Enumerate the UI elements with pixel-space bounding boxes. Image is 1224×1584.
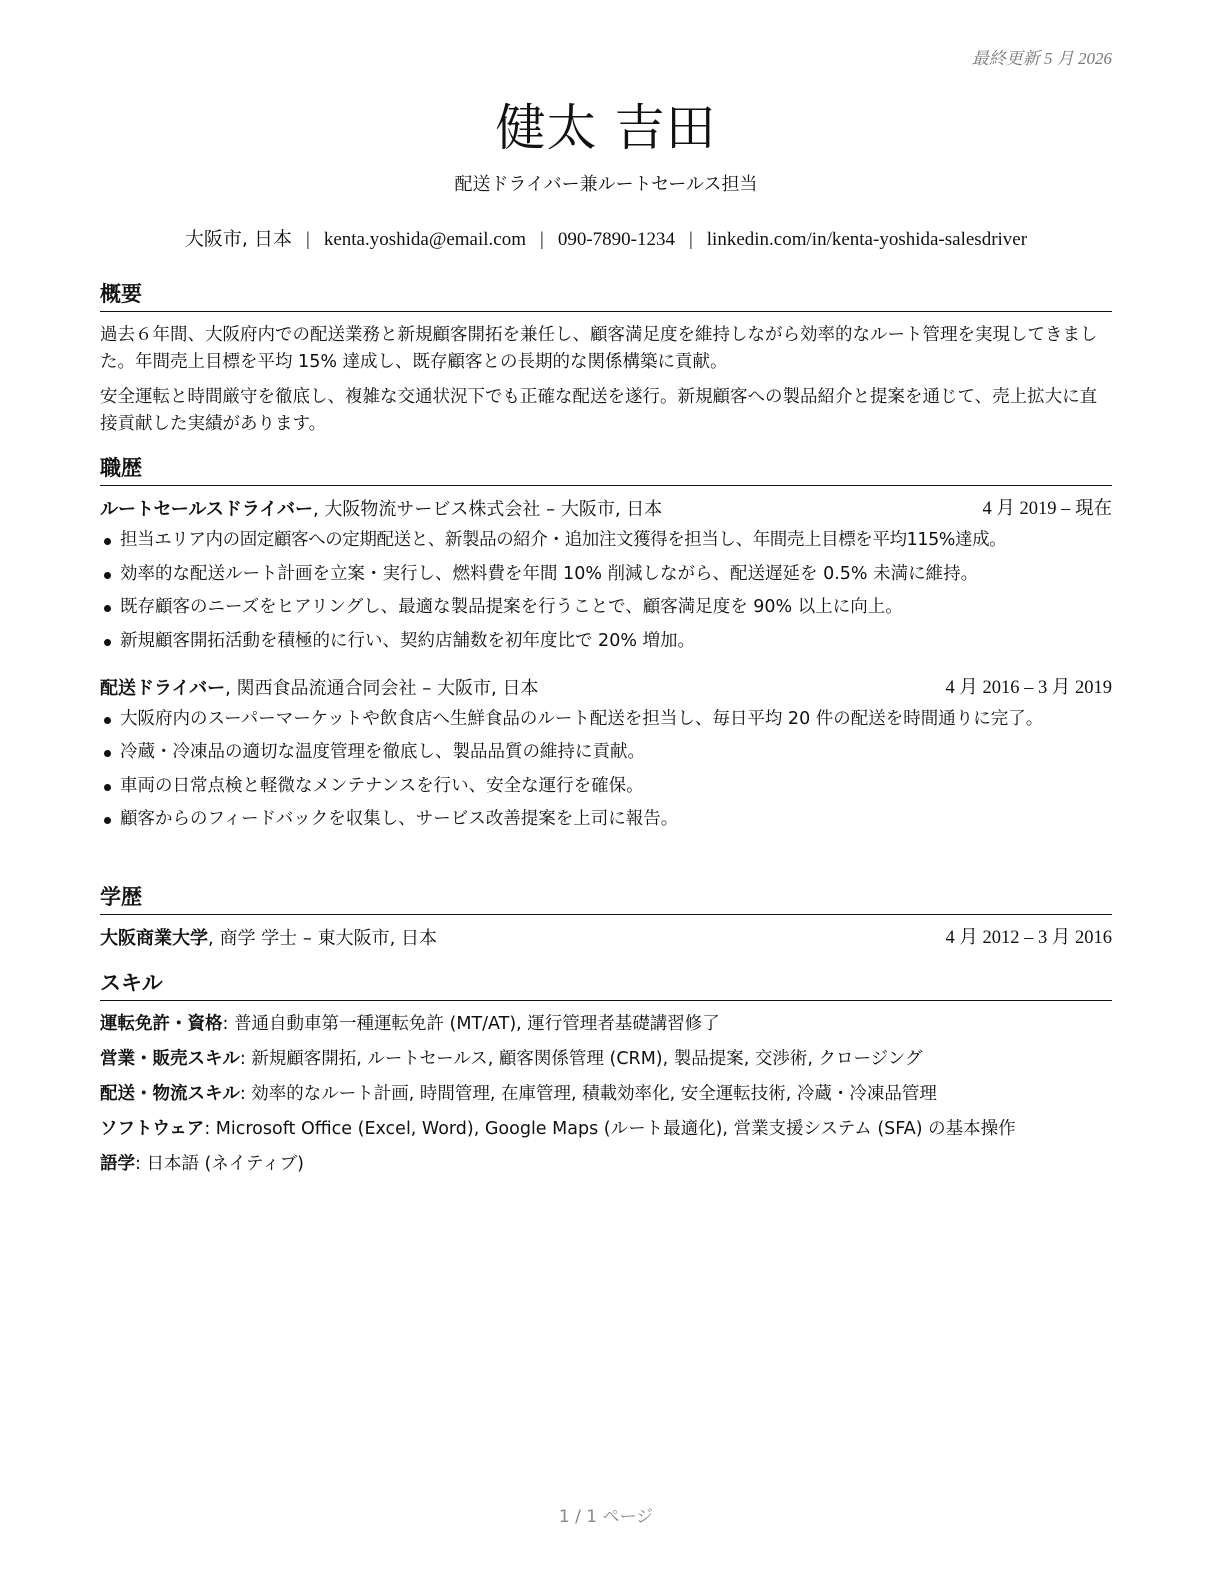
experience-section	[100, 452, 1112, 840]
summary-paragraph: 過去６年間、大阪府内での配送業務と新規顧客開拓を兼任し、顧客満足度を維持しながら効率的なルート管理を実現してきました。年間売上目標を平均 15% 達成し、既存顧客との長期的な関係構築に貢献。	[100, 325, 1098, 372]
contact-separator: |	[688, 229, 693, 250]
skill-label: ソフトウェア	[100, 1119, 205, 1139]
skill-value: : Microsoft Office (Excel, Word), Google Maps (ルート最適化), 営業支援システム (SFA) の基本操作	[204, 1119, 1016, 1139]
summary-title: 概要	[100, 278, 1112, 312]
job-bullet: 新規顧客開拓活動を積極的に行い、契約店舗数を初年度比で 20% 増加。	[120, 628, 1112, 655]
skill-value: : 新規顧客開拓, ルートセールス, 顧客関係管理 (CRM), 製品提案, 交渉術, クロージング	[239, 1049, 923, 1069]
candidate-name: 健太 吉田	[495, 99, 717, 157]
contact-email[interactable]: kenta.yoshida@email.com	[323, 229, 526, 250]
contact-separator: |	[540, 229, 544, 250]
education-school: 大阪商業大学	[100, 928, 208, 949]
job-org: , 関西食品流通合同会社 – 大阪市, 日本	[225, 677, 539, 699]
page-indicator: 1 / 1 ページ	[558, 1507, 654, 1527]
skill-line	[100, 1011, 1112, 1038]
education-section	[100, 881, 1112, 952]
contact-location: 大阪市, 日本	[184, 228, 293, 250]
job-bullet: 既存顧客のニーズをヒアリングし、最適な製品提案を行うことで、顧客満足度を 90% 以上に向上。	[120, 594, 1112, 621]
job-header	[100, 675, 1112, 702]
skill-label: 営業・販売スキル	[100, 1049, 240, 1069]
contact-linkedin[interactable]: linkedin.com/in/kenta-yoshida-salesdriver	[706, 229, 1028, 250]
job-role: ルートセールスドライバー	[100, 499, 313, 520]
skill-line	[100, 1081, 1112, 1108]
skill-label: 配送・物流スキル	[100, 1084, 240, 1104]
job-dates: 4 月 2016 – 3 月 2019	[945, 677, 1112, 698]
experience-title: 職歴	[100, 452, 1112, 486]
skill-label: 語学	[100, 1154, 135, 1174]
skill-line	[100, 1046, 1112, 1073]
last-updated: 最終更新 5 月 2026	[971, 49, 1112, 68]
job-bullets	[100, 527, 1112, 655]
education-title: 学歴	[100, 881, 1112, 915]
summary-paragraph: 安全運転と時間厳守を徹底し、複雑な交通状況下でも正確な配送を遂行。新規顧客への製品紹介と提案を通じて、売上拡大に直接貢献した実績があります。	[100, 387, 1098, 434]
job-bullets	[100, 706, 1112, 834]
skill-line	[100, 1151, 1112, 1178]
contact-separator: |	[306, 229, 310, 250]
job-bullet: 効率的な配送ルート計画を立案・実行し、燃料費を年間 10% 削減しながら、配送遅延を 0.5% 未満に維持。	[120, 561, 1112, 588]
job-entry	[100, 496, 1112, 655]
job-bullet: 大阪府内のスーパーマーケットや飲食店へ生鮮食品のルート配送を担当し、毎日平均 20 件の配送を時間通りに完了。	[120, 706, 1112, 733]
job-bullet: 冷蔵・冷凍品の適切な温度管理を徹底し、製品品質の維持に貢献。	[120, 739, 1112, 766]
candidate-headline: 配送ドライバー兼ルートセールス担当	[454, 174, 758, 195]
job-entry	[100, 675, 1112, 834]
job-header	[100, 496, 1112, 523]
job-bullet: 車両の日常点検と軽微なメンテナンスを行い、安全な運行を確保。	[120, 773, 1112, 800]
skill-value: : 普通自動車第一種運転免許 (MT/AT), 運行管理者基礎講習修了	[222, 1014, 720, 1034]
contact-line	[20, 224, 1192, 251]
skills-section	[100, 967, 1112, 1186]
education-entry	[100, 925, 1112, 952]
job-org: , 大阪物流サービス株式会社 – 大阪市, 日本	[312, 499, 663, 520]
job-role: 配送ドライバー	[100, 677, 226, 699]
skill-line	[100, 1116, 1112, 1143]
contact-phone: 090-7890-1234	[557, 229, 675, 250]
skill-value: : 日本語 (ネイティブ)	[135, 1154, 304, 1174]
summary-section	[100, 278, 1112, 446]
resume-page	[100, 0, 1112, 1584]
education-detail: , 商学 学士 – 東大阪市, 日本	[208, 928, 438, 949]
job-bullet: 担当エリア内の固定顧客への定期配送と、新製品の紹介・追加注文獲得を担当し、年間売上目標を平均115%達成。	[120, 527, 1112, 554]
skill-label: 運転免許・資格	[100, 1014, 223, 1034]
job-dates: 4 月 2019 – 現在	[982, 499, 1112, 519]
skills-title: スキル	[100, 967, 1112, 1001]
job-bullet: 顧客からのフィードバックを収集し、サービス改善提案を上司に報告。	[120, 806, 1112, 833]
education-dates: 4 月 2012 – 3 月 2016	[945, 928, 1112, 948]
skill-value: : 効率的なルート計画, 時間管理, 在庫管理, 積載効率化, 安全運転技術, 冷蔵・冷凍品管理	[239, 1084, 937, 1104]
